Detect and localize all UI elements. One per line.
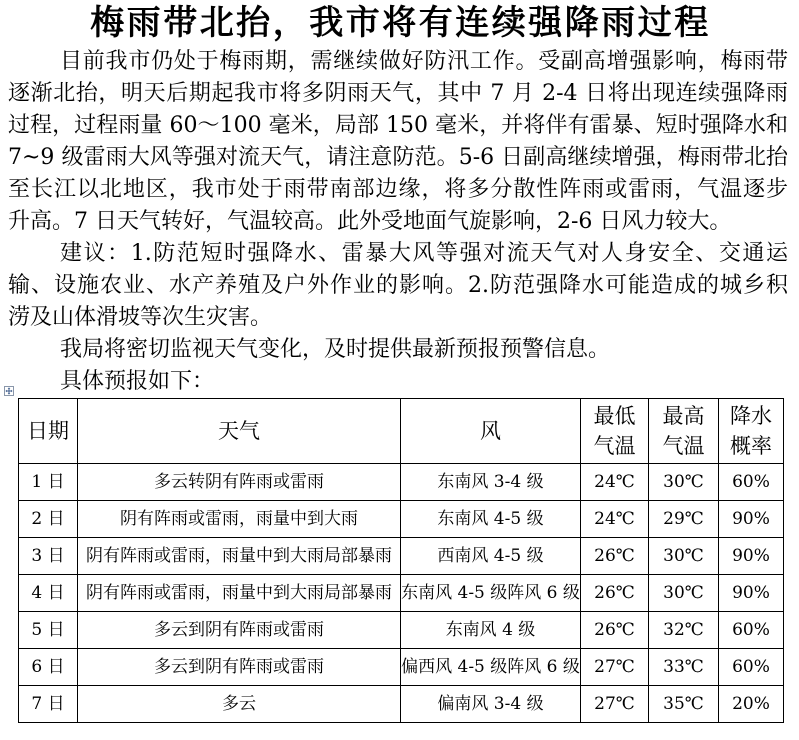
document-body xyxy=(8,46,788,398)
paragraph-forecast-lead xyxy=(8,366,788,398)
cell-high-temp: 30℃ xyxy=(649,575,719,612)
header-weather-label: 天气 xyxy=(218,419,260,443)
paragraph-advice xyxy=(8,238,788,334)
table-row xyxy=(19,612,784,649)
cell-date: 5 日 xyxy=(19,612,78,649)
cell-weather: 多云到阴有阵雨或雷雨 xyxy=(78,649,401,686)
paragraph-line: 涝及山体滑坡等次生灾害。 xyxy=(8,305,273,330)
cell-high-temp: 29℃ xyxy=(649,501,719,538)
cell-precip: 20% xyxy=(719,686,784,723)
paragraph-line: 具体预报如下： xyxy=(60,369,215,394)
cell-low-temp: 27℃ xyxy=(581,649,649,686)
cell-wind: 偏西风 4-5 级阵风 6 级 xyxy=(401,649,581,686)
cell-date: 7 日 xyxy=(19,686,78,723)
header-precip xyxy=(719,399,784,464)
cell-low-temp: 26℃ xyxy=(581,575,649,612)
cell-precip: 90% xyxy=(719,501,784,538)
cell-wind: 东南风 4-5 级 xyxy=(401,501,581,538)
cell-date: 3 日 xyxy=(19,538,78,575)
paragraph-line: 7~9 级雷雨大风等强对流天气，请注意防范。5-6 日副高继续增强，梅雨带北抬 xyxy=(8,145,788,170)
paragraph-line: 过程，过程雨量 60～100 毫米，局部 150 毫米，并将伴有雷暴、短时强降水和 xyxy=(8,113,788,138)
cell-weather: 阴有阵雨或雷雨，雨量中到大雨 xyxy=(78,501,401,538)
paragraph-notice xyxy=(8,334,788,366)
cell-wind: 偏南风 3-4 级 xyxy=(401,686,581,723)
cell-date: 6 日 xyxy=(19,649,78,686)
cell-date: 4 日 xyxy=(19,575,78,612)
forecast-table xyxy=(18,398,784,723)
paragraph-line: 建议：1.防范短时强降水、雷暴大风等强对流天气对人身安全、交通运 xyxy=(60,241,788,266)
cell-wind: 东南风 3-4 级 xyxy=(401,464,581,501)
cell-precip: 90% xyxy=(719,538,784,575)
header-low-temp xyxy=(581,399,649,464)
cell-weather: 阴有阵雨或雷雨，雨量中到大雨局部暴雨 xyxy=(78,575,401,612)
paragraph-line: 升高。7 日天气转好，气温较高。此外受地面气旋影响，2-6 日风力较大。 xyxy=(8,209,732,234)
cell-weather: 多云 xyxy=(78,686,401,723)
header-wind-label: 风 xyxy=(480,419,501,443)
cell-low-temp: 27℃ xyxy=(581,686,649,723)
cell-high-temp: 30℃ xyxy=(649,538,719,575)
table-header-row xyxy=(19,399,784,464)
table-row xyxy=(19,501,784,538)
paragraph-line: 我局将密切监视天气变化，及时提供最新预报预警信息。 xyxy=(60,337,611,362)
cell-wind: 东南风 4 级 xyxy=(401,612,581,649)
cell-low-temp: 24℃ xyxy=(581,501,649,538)
paragraph-line: 逐渐北抬，明天后期起我市将多阴雨天气，其中 7 月 2-4 日将出现连续强降雨 xyxy=(8,81,788,106)
table-move-handle-icon[interactable] xyxy=(4,386,14,396)
paragraph-line: 目前我市仍处于梅雨期，需继续做好防汛工作。受副高增强影响，梅雨带 xyxy=(60,49,788,74)
header-weather xyxy=(78,399,401,464)
cell-low-temp: 26℃ xyxy=(581,538,649,575)
header-date-label: 日期 xyxy=(27,419,69,443)
cell-wind: 西南风 4-5 级 xyxy=(401,538,581,575)
header-high-temp-label: 最高气温 xyxy=(662,404,705,458)
header-low-temp-label: 最低气温 xyxy=(593,404,636,458)
cell-precip: 60% xyxy=(719,649,784,686)
cell-date: 1 日 xyxy=(19,464,78,501)
cell-weather: 阴有阵雨或雷雨，雨量中到大雨局部暴雨 xyxy=(78,538,401,575)
cell-weather: 多云到阴有阵雨或雷雨 xyxy=(78,612,401,649)
cell-precip: 60% xyxy=(719,464,784,501)
header-precip-label: 降水概率 xyxy=(730,404,772,458)
table-row xyxy=(19,575,784,612)
paragraph-intro xyxy=(8,46,788,238)
cell-wind: 东南风 4-5 级阵风 6 级 xyxy=(401,575,581,612)
paragraph-line: 至长江以北地区，我市处于雨带南部边缘，将多分散性阵雨或雷雨，气温逐步 xyxy=(8,177,788,202)
table-row xyxy=(19,464,784,501)
table-row xyxy=(19,686,784,723)
cell-precip: 60% xyxy=(719,612,784,649)
cell-high-temp: 30℃ xyxy=(649,464,719,501)
header-wind xyxy=(401,399,581,464)
cell-low-temp: 24℃ xyxy=(581,464,649,501)
cell-high-temp: 32℃ xyxy=(649,612,719,649)
cell-high-temp: 35℃ xyxy=(649,686,719,723)
cell-low-temp: 26℃ xyxy=(581,612,649,649)
document-title: 梅雨带北抬，我市将有连续强降雨过程 xyxy=(90,3,711,43)
table-row xyxy=(19,649,784,686)
header-date xyxy=(19,399,78,464)
cell-precip: 90% xyxy=(719,575,784,612)
table-row xyxy=(19,538,784,575)
cell-weather: 多云转阴有阵雨或雷雨 xyxy=(78,464,401,501)
cell-high-temp: 33℃ xyxy=(649,649,719,686)
cell-date: 2 日 xyxy=(19,501,78,538)
paragraph-line: 输、设施农业、水产养殖及户外作业的影响。2.防范强降水可能造成的城乡积 xyxy=(8,273,788,298)
header-high-temp xyxy=(649,399,719,464)
